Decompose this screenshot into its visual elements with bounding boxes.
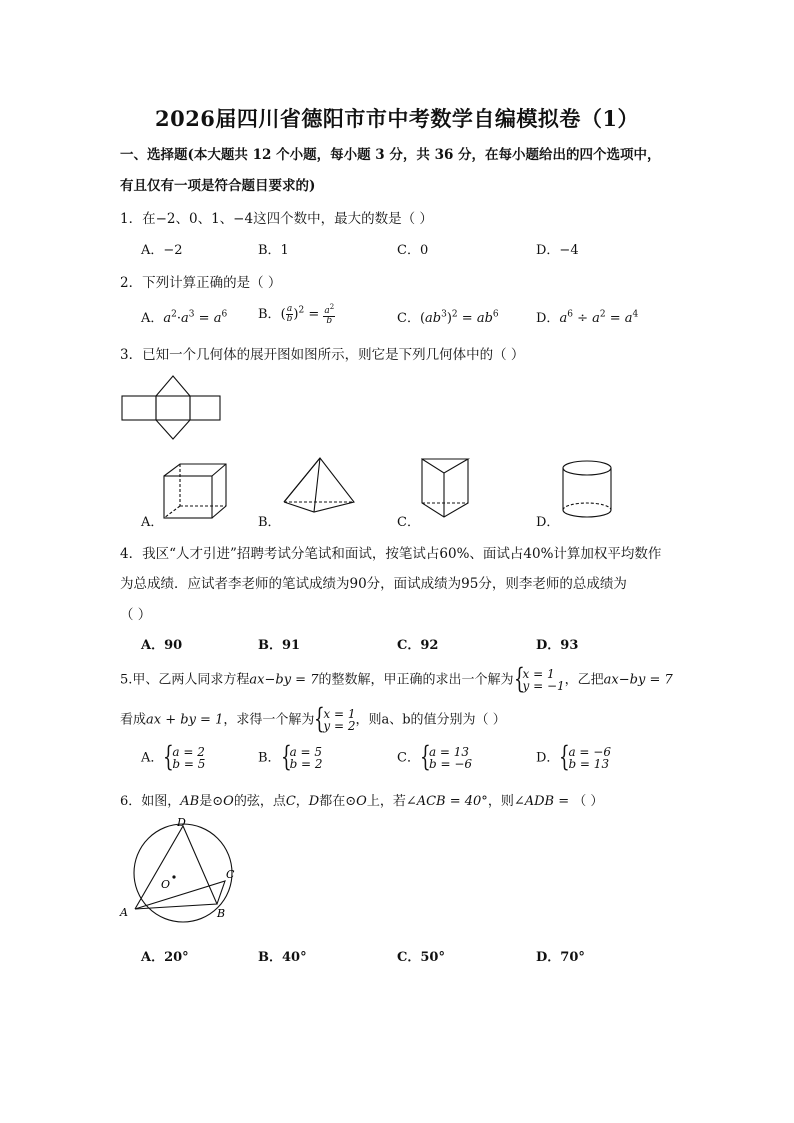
q5-option-label: B． <box>258 750 281 766</box>
q5-option-b: B． { a = 5 b = 2 <box>258 740 323 773</box>
q2-stem: 2．下列计算正确的是（ ） <box>120 275 282 291</box>
q3-option-c-label: C． <box>397 515 420 530</box>
q5-option-d: D． { a = −6 b = 13 <box>536 740 611 773</box>
q6-option-c: C．50° <box>397 950 445 965</box>
q5-option-label: D． <box>536 750 560 766</box>
q1-option-d: D．−4 <box>536 243 579 258</box>
q5-equation: ax−by = 7 <box>603 672 673 688</box>
net-figure <box>118 372 228 442</box>
label-c: C <box>226 868 235 881</box>
q5-stem-line2 <box>120 702 506 735</box>
q2-option-label: C． <box>397 311 420 326</box>
section-heading-line1: 一、选择题(本大题共 12 个小题，每小题 3 分，共 36 分，在每小题给出的四个选项中， <box>120 147 661 163</box>
q2-option-b: B．( $\frac{a}{b}$ )$^2$ = $\frac{a^2}{b}$ <box>258 303 335 326</box>
section-heading-line2: 有且仅有一项是符合题目要求的) <box>120 178 316 194</box>
q5-equation: ax + by = 1 <box>146 712 224 728</box>
pyramid-figure <box>280 454 360 516</box>
label-d: D <box>177 816 186 829</box>
q4-option-b: B．91 <box>258 638 301 653</box>
q5-option-a: A． { a = 2 b = 5 <box>141 740 206 773</box>
q5-equation: ax−by = 7 <box>249 672 319 688</box>
q5-text: 的整数解，甲正确的求出一个解为 <box>318 672 514 688</box>
q1-stem: 1．在−2、0、1、−4这四个数中，最大的数是（ ） <box>120 211 433 227</box>
q3-option-d-label: D． <box>536 515 560 530</box>
q2-option-d: D．$a^6 \div a^2 = a^4$ <box>536 309 639 326</box>
q2-option-label: A． <box>141 311 164 326</box>
q2-option-label: D． <box>536 311 560 326</box>
q2-option-label: B． <box>258 307 281 322</box>
q5-option-label: C． <box>397 750 420 766</box>
q5-solution-system: { x = 1 y = 2 <box>314 702 356 735</box>
q1-option-c: C．0 <box>397 243 429 258</box>
prism-figure <box>418 455 474 521</box>
q4-stem-line1: 4．我区“人才引进”招聘考试分笔试和面试，按笔试占60%、面试占40%计算加权平均数作 <box>120 546 662 562</box>
q5-text: ，乙把 <box>564 672 604 688</box>
q3-option-b-label: B． <box>258 515 281 530</box>
q4-option-d: D．93 <box>536 638 579 653</box>
q5-text: ，求得一个解为 <box>223 712 315 728</box>
q6-option-b: B．40° <box>258 950 307 965</box>
label-o: O <box>161 878 171 891</box>
label-b: B <box>217 907 226 920</box>
page-title: 2026届四川省德阳市市中考数学自编模拟卷（1） <box>154 106 640 131</box>
q6-stem: 6．如图，AB是⊙O的弦，点C，D都在⊙O上，若∠ACB = 40°，则∠ADB = （ ） <box>120 794 604 809</box>
label-a: A <box>120 906 128 919</box>
q2-option-c: C．$(ab^3)^2 = ab^6$ <box>397 309 499 326</box>
q5-solution-system: { x = 1 y = −1 <box>513 662 565 695</box>
cube-figure <box>160 460 230 522</box>
q6-option-a: A．20° <box>141 950 189 965</box>
q5-option-c: C． { a = 13 b = −6 <box>397 740 473 773</box>
q1-option-a: A．−2 <box>141 243 183 258</box>
q5-option-label: A． <box>141 750 164 766</box>
circle-figure <box>115 815 245 927</box>
q1-option-b: B．1 <box>258 243 289 258</box>
q5-text: ，则a、b的值分别为（ ） <box>355 712 506 728</box>
q5-text: 5.甲、乙两人同求方程 <box>120 672 250 688</box>
q4-option-a: A．90 <box>141 638 183 653</box>
q5-text: 看成 <box>120 712 147 728</box>
q2-option-a: A．$a^2\cdot a^3 = a^6$ <box>141 309 228 326</box>
cylinder-figure <box>558 456 618 522</box>
q3-option-a-label: A． <box>141 515 164 530</box>
q4-option-c: C．92 <box>397 638 439 653</box>
q4-stem-line3: （ ） <box>120 607 152 623</box>
q5-stem-line1 <box>120 662 673 695</box>
q3-stem: 3．已知一个几何体的展开图如图所示，则它是下列几何体中的（ ） <box>120 347 525 363</box>
q6-option-d: D．70° <box>536 950 585 965</box>
q4-stem-line2: 为总成绩．应试者李老师的笔试成绩为90分，面试成绩为95分，则李老师的总成绩为 <box>120 576 627 592</box>
